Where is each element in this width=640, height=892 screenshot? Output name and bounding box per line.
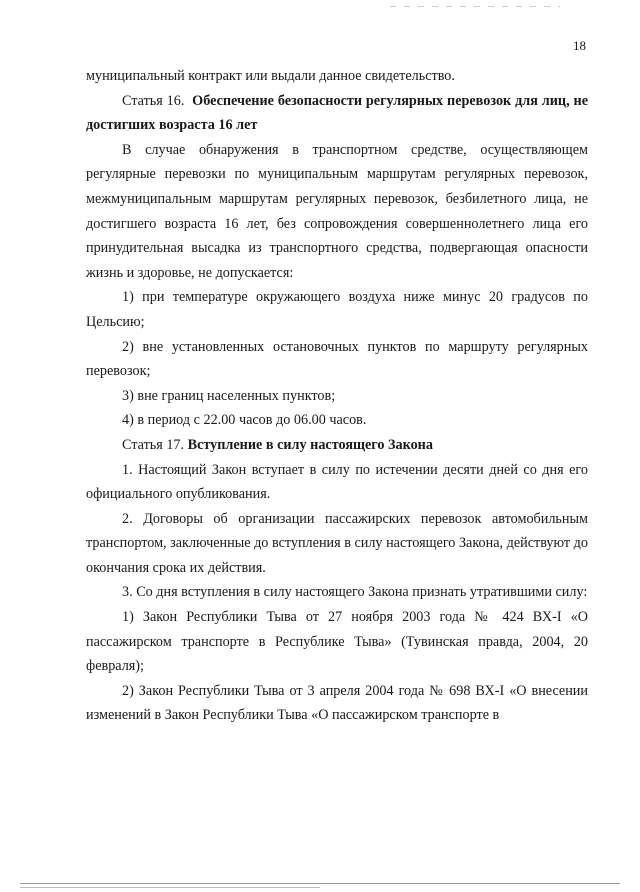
article-17-title: Вступление в силу настоящего Закона xyxy=(187,436,433,453)
page-number: 18 xyxy=(573,38,586,53)
scan-artifact-bottom xyxy=(20,883,620,884)
article-17-paragraph-1: 1. Настоящий Закон вступает в силу по истечении десяти дней со дня его официального опубликования. xyxy=(86,461,588,503)
article-16-title: Обеспечение безопасности регулярных перевозок для лиц, не достигших возраста 16 лет xyxy=(86,92,589,134)
article-17-subitem-1: 1) Закон Республики Тыва от 27 ноября 2003 года № 424 ВХ-I «О пассажирском транспорте в Республике Тыва» (Тувинская правда, 2004, 20 февраля); xyxy=(86,609,588,675)
article-17-number: Статья 17. xyxy=(122,436,185,453)
article-17-subitem-2: 2) Закон Республики Тыва от 3 апреля 2004 года № 698 ВХ-I «О внесении изменений в Закон Республики Тыва «О пассажирском транспорте в xyxy=(86,682,588,724)
article-16-item-1: 1) при температуре окружающего воздуха ниже минус 20 градусов по Цельсию; xyxy=(86,289,588,330)
continuation-text: муниципальный контракт или выдали данное свидетельство. xyxy=(86,68,455,84)
scan-artifact-bottom-secondary xyxy=(20,887,320,888)
article-16-item-2: 2) вне установленных остановочных пунктов по маршруту регулярных перевозок; xyxy=(86,338,588,380)
article-16-number: Статья 16. xyxy=(122,92,185,109)
article-17-paragraph-2: 2. Договоры об организации пассажирских перевозок автомобильным транспортом, заключенные до вступления в силу настоящего Закона, действуют до окончания срока их действия. xyxy=(86,510,588,576)
article-17-paragraph-3: 3. Со дня вступления в силу настоящего Закона признать утратившими силу: xyxy=(122,584,588,601)
article-17-heading xyxy=(86,433,588,458)
scan-artifact-top xyxy=(390,6,560,7)
article-16-item-4: 4) в период с 22.00 часов до 06.00 часов. xyxy=(122,412,367,429)
article-16-heading xyxy=(86,89,588,138)
article-16-intro: В случае обнаружения в транспортном средстве, осуществляющем регулярные перевозки по муниципальным маршрутам регулярных перевозок, межмуниципальным маршрутам регулярных перевозок, безбилетного лица, не достигшего возраста 16 лет, без сопровождения совершеннолетнего лица его принудительная высадка из транспортного средства, подвергающая опасности жизнь и здоровье, не допускается: xyxy=(86,141,588,281)
article-16-item-3: 3) вне границ населенных пунктов; xyxy=(122,387,336,404)
document-body xyxy=(86,64,588,728)
